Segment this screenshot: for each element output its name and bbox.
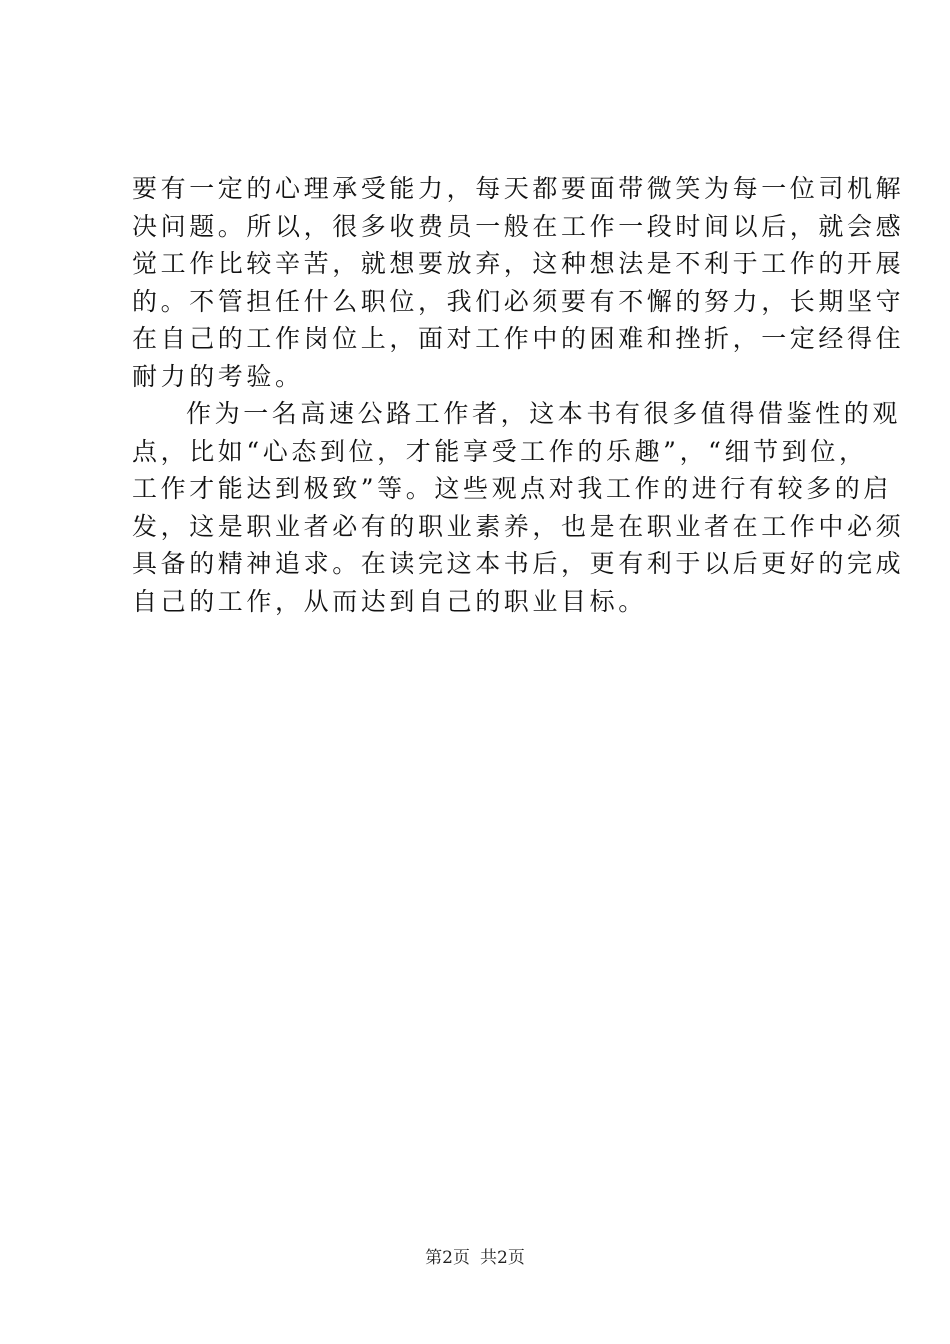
text-line: 耐力的考验。 (132, 361, 304, 391)
paragraph-1 (132, 170, 905, 395)
text-line: 作为一名高速公路工作者，这本书有很多值得借鉴性的观 (186, 399, 902, 428)
page-number: 第2页 (425, 1248, 470, 1268)
document-body (132, 170, 905, 620)
text-line: 决问题。所以，很多收费员一般在工作一段时间以后，就会感 (132, 211, 905, 241)
text-line: 觉工作比较辛苦，就想要放弃，这种想法是不利于工作的开展 (132, 249, 905, 278)
text-line: 要有一定的心理承受能力，每天都要面带微笑为每一位司机解 (132, 174, 905, 203)
page-total: 共2页 (480, 1248, 525, 1268)
text-line: 在自己的工作岗位上，面对工作中的困难和挫折，一定经得住 (132, 324, 905, 353)
page-footer (0, 1243, 950, 1268)
text-line: 自己的工作，从而达到自己的职业目标。 (132, 586, 647, 616)
text-line: 具备的精神追求。在读完这本书后，更有利于以后更好的完成 (132, 549, 905, 578)
text-line: 点，比如“心态到位，才能享受工作的乐趣”，“细节到位， (132, 436, 868, 466)
paragraph-2 (132, 395, 905, 620)
text-line: 发，这是职业者必有的职业素养，也是在职业者在工作中必须 (132, 511, 905, 541)
text-line: 工作才能达到极致”等。这些观点对我工作的进行有较多的启 (132, 474, 892, 503)
text-line: 的。不管担任什么职位，我们必须要有不懈的努力，长期坚守 (132, 286, 905, 316)
